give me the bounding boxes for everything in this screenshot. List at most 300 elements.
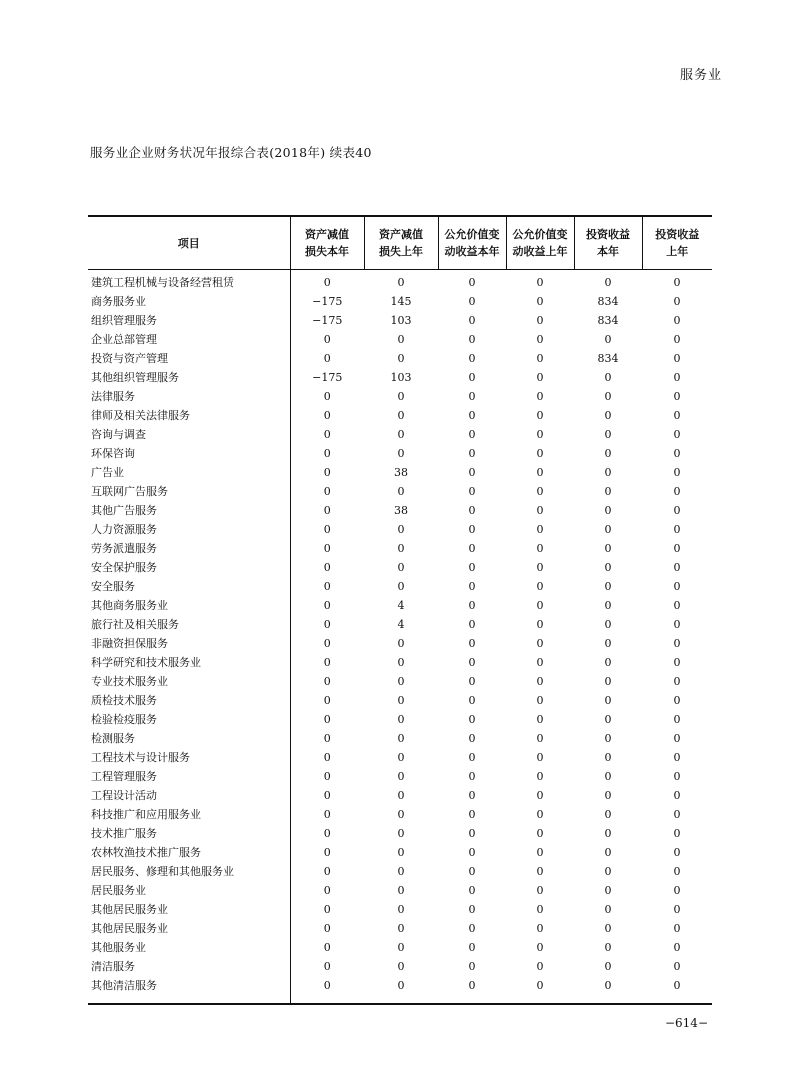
value-cell: 0 xyxy=(536,675,544,688)
table-row xyxy=(88,615,712,634)
column-header-line2: 损失本年 xyxy=(305,245,349,258)
value-cell: 0 xyxy=(536,770,544,783)
value-cell: 0 xyxy=(642,976,712,1004)
row-label-cell: 科学研究和技术服务业 xyxy=(88,653,290,672)
value-cell: 0 xyxy=(468,694,476,707)
value-cell: 0 xyxy=(397,561,405,574)
value-cell: 0 xyxy=(323,447,331,460)
value-cell: 0 xyxy=(468,960,476,973)
row-label-cell: 清洁服务 xyxy=(88,957,290,976)
value-cell: 0 xyxy=(536,409,544,422)
table-row xyxy=(88,653,712,672)
value-cell: 0 xyxy=(468,466,476,479)
value-cell: 0 xyxy=(536,390,544,403)
value-cell: 38 xyxy=(394,466,408,479)
table-row xyxy=(88,900,712,919)
value-cell: 0 xyxy=(323,333,331,346)
value-cell: 0 xyxy=(468,390,476,403)
value-cell: 0 xyxy=(323,960,331,973)
value-cell: 0 xyxy=(536,371,544,384)
value-cell: 0 xyxy=(397,580,405,593)
value-cell: 0 xyxy=(397,675,405,688)
table-row xyxy=(88,748,712,767)
value-cell: 834 xyxy=(597,295,619,308)
row-label-cell: 检验检疫服务 xyxy=(88,710,290,729)
value-cell: 0 xyxy=(536,504,544,517)
value-cell: 0 xyxy=(323,732,331,745)
row-label-cell: 其他清洁服务 xyxy=(88,976,290,1004)
value-cell: 0 xyxy=(536,295,544,308)
value-cell: 0 xyxy=(536,751,544,764)
value-cell: 0 xyxy=(468,884,476,897)
table-row xyxy=(88,824,712,843)
value-cell: 0 xyxy=(673,314,681,327)
table-row xyxy=(88,862,712,881)
value-cell: 0 xyxy=(323,656,331,669)
value-cell: 0 xyxy=(468,599,476,612)
table-header-row xyxy=(88,216,712,270)
value-cell: 0 xyxy=(468,295,476,308)
row-label-cell: 律师及相关法律服务 xyxy=(88,406,290,425)
value-cell: 0 xyxy=(397,409,405,422)
column-header-line2: 动收益上年 xyxy=(512,245,568,258)
table-row xyxy=(88,596,712,615)
value-cell: 0 xyxy=(323,789,331,802)
value-cell: 0 xyxy=(468,751,476,764)
value-cell: 0 xyxy=(604,637,612,650)
column-header-line1: 资产减值 xyxy=(305,228,349,241)
value-cell: 0 xyxy=(604,390,612,403)
value-cell: 0 xyxy=(323,941,331,954)
value-cell: 0 xyxy=(397,713,405,726)
column-header-line1: 公允价值变 xyxy=(444,228,500,241)
value-cell: 0 xyxy=(468,409,476,422)
value-cell: 4 xyxy=(397,618,405,631)
value-cell: 0 xyxy=(574,976,642,1004)
value-cell: 0 xyxy=(397,846,405,859)
value-cell: 0 xyxy=(323,713,331,726)
value-cell: 0 xyxy=(604,561,612,574)
value-cell: 0 xyxy=(536,523,544,536)
value-cell: 0 xyxy=(673,542,681,555)
value-cell: 0 xyxy=(397,922,405,935)
value-cell: 0 xyxy=(673,333,681,346)
value-cell: 0 xyxy=(468,276,476,289)
value-cell: 0 xyxy=(536,960,544,973)
value-cell: 0 xyxy=(468,561,476,574)
value-cell: 0 xyxy=(604,580,612,593)
row-label-cell: 工程设计活动 xyxy=(88,786,290,805)
value-cell: 0 xyxy=(323,922,331,935)
value-cell: 0 xyxy=(468,789,476,802)
value-cell: 4 xyxy=(397,599,405,612)
value-cell: 0 xyxy=(397,903,405,916)
value-cell: 0 xyxy=(604,941,612,954)
value-cell: 0 xyxy=(673,409,681,422)
row-label-cell: 旅行社及相关服务 xyxy=(88,615,290,634)
table-row xyxy=(88,558,712,577)
column-header-line1: 资产减值 xyxy=(379,228,423,241)
value-cell: 0 xyxy=(604,504,612,517)
value-cell: 0 xyxy=(364,976,438,1004)
value-cell: 0 xyxy=(536,694,544,707)
table-row xyxy=(88,270,712,293)
value-cell: 0 xyxy=(468,732,476,745)
value-cell: 0 xyxy=(468,580,476,593)
value-cell: 0 xyxy=(397,808,405,821)
value-cell: 0 xyxy=(673,960,681,973)
value-cell: 0 xyxy=(468,428,476,441)
table-row xyxy=(88,539,712,558)
table-row xyxy=(88,425,712,444)
row-label-cell: 其他广告服务 xyxy=(88,501,290,520)
row-label-cell: 质检技术服务 xyxy=(88,691,290,710)
row-label-cell: 检测服务 xyxy=(88,729,290,748)
value-cell: 0 xyxy=(323,542,331,555)
value-cell: 0 xyxy=(604,827,612,840)
value-cell: 0 xyxy=(397,732,405,745)
value-cell: 0 xyxy=(397,656,405,669)
value-cell: 0 xyxy=(397,770,405,783)
value-cell: 0 xyxy=(673,903,681,916)
value-cell: 0 xyxy=(673,941,681,954)
table-title: 服务业企业财务状况年报综合表(2018年) 续表40 xyxy=(90,145,372,160)
row-label-cell: 环保咨询 xyxy=(88,444,290,463)
row-label-cell: 科技推广和应用服务业 xyxy=(88,805,290,824)
column-header xyxy=(506,216,574,270)
value-cell: 0 xyxy=(397,941,405,954)
value-cell: 0 xyxy=(536,789,544,802)
value-cell: 0 xyxy=(536,846,544,859)
financial-table xyxy=(88,215,712,1005)
value-cell: 0 xyxy=(673,656,681,669)
table-row xyxy=(88,805,712,824)
table-row xyxy=(88,843,712,862)
table-row xyxy=(88,881,712,900)
column-header xyxy=(574,216,642,270)
value-cell: 0 xyxy=(397,865,405,878)
value-cell: 0 xyxy=(673,732,681,745)
table-row xyxy=(88,501,712,520)
value-cell: 0 xyxy=(536,903,544,916)
row-label-cell: 技术推广服务 xyxy=(88,824,290,843)
value-cell: 0 xyxy=(468,352,476,365)
value-cell: 0 xyxy=(323,808,331,821)
row-label-cell: 安全保护服务 xyxy=(88,558,290,577)
value-cell: 0 xyxy=(673,751,681,764)
value-cell: 0 xyxy=(673,922,681,935)
value-cell: 0 xyxy=(536,827,544,840)
value-cell: 0 xyxy=(604,808,612,821)
value-cell: 0 xyxy=(604,846,612,859)
value-cell: 0 xyxy=(397,485,405,498)
value-cell: 0 xyxy=(673,561,681,574)
value-cell: 0 xyxy=(604,333,612,346)
column-header xyxy=(290,216,364,270)
column-header-line1: 项目 xyxy=(177,236,200,250)
column-header xyxy=(364,216,438,270)
table-row xyxy=(88,976,712,1004)
value-cell: −175 xyxy=(312,295,343,308)
value-cell: 0 xyxy=(323,276,331,289)
column-header-line2: 本年 xyxy=(597,245,619,258)
value-cell: 0 xyxy=(536,561,544,574)
value-cell: 0 xyxy=(536,314,544,327)
value-cell: 0 xyxy=(468,447,476,460)
value-cell: 0 xyxy=(323,352,331,365)
value-cell: 0 xyxy=(290,976,364,1004)
row-label-cell: 商务服务业 xyxy=(88,292,290,311)
table-row xyxy=(88,292,712,311)
column-header-line1: 投资收益 xyxy=(586,228,630,241)
value-cell: 0 xyxy=(468,485,476,498)
value-cell: 0 xyxy=(604,656,612,669)
row-label-cell: 专业技术服务业 xyxy=(88,672,290,691)
value-cell: 834 xyxy=(597,314,619,327)
value-cell: 0 xyxy=(604,466,612,479)
value-cell: 38 xyxy=(394,504,408,517)
value-cell: 0 xyxy=(536,808,544,821)
column-header-line1: 公允价值变 xyxy=(512,228,568,241)
value-cell: 0 xyxy=(673,599,681,612)
value-cell: 0 xyxy=(323,485,331,498)
table-row xyxy=(88,672,712,691)
table-row xyxy=(88,577,712,596)
table-row xyxy=(88,710,712,729)
row-label-cell: 工程管理服务 xyxy=(88,767,290,786)
value-cell: 0 xyxy=(323,618,331,631)
value-cell: 0 xyxy=(673,504,681,517)
page-number: −614− xyxy=(664,1016,708,1030)
value-cell: 0 xyxy=(604,751,612,764)
value-cell: 0 xyxy=(604,371,612,384)
value-cell: 0 xyxy=(536,580,544,593)
row-label-cell: 非融资担保服务 xyxy=(88,634,290,653)
value-cell: 0 xyxy=(323,390,331,403)
row-label-cell: 工程技术与设计服务 xyxy=(88,748,290,767)
value-cell: 0 xyxy=(468,922,476,935)
value-cell: 0 xyxy=(323,694,331,707)
value-cell: 0 xyxy=(323,770,331,783)
value-cell: 0 xyxy=(397,276,405,289)
value-cell: 0 xyxy=(604,770,612,783)
value-cell: 0 xyxy=(673,827,681,840)
value-cell: 0 xyxy=(397,789,405,802)
row-label-cell: 企业总部管理 xyxy=(88,330,290,349)
value-cell: 0 xyxy=(536,884,544,897)
value-cell: 0 xyxy=(323,599,331,612)
value-cell: 0 xyxy=(397,884,405,897)
table-row xyxy=(88,444,712,463)
value-cell: 0 xyxy=(397,333,405,346)
table-row xyxy=(88,767,712,786)
value-cell: 0 xyxy=(323,884,331,897)
value-cell: 0 xyxy=(673,371,681,384)
value-cell: 0 xyxy=(397,637,405,650)
value-cell: 0 xyxy=(673,884,681,897)
value-cell: 0 xyxy=(468,713,476,726)
table-row xyxy=(88,520,712,539)
column-header xyxy=(642,216,712,270)
table-row xyxy=(88,463,712,482)
table-row xyxy=(88,349,712,368)
value-cell: 0 xyxy=(604,675,612,688)
value-cell: 0 xyxy=(468,542,476,555)
value-cell: 0 xyxy=(673,694,681,707)
value-cell: 0 xyxy=(673,789,681,802)
row-label-cell: 其他组织管理服务 xyxy=(88,368,290,387)
value-cell: 0 xyxy=(536,656,544,669)
value-cell: 0 xyxy=(468,523,476,536)
value-cell: 0 xyxy=(397,960,405,973)
value-cell: 0 xyxy=(468,770,476,783)
value-cell: −175 xyxy=(312,314,343,327)
value-cell: 0 xyxy=(604,618,612,631)
value-cell: 0 xyxy=(397,428,405,441)
value-cell: 0 xyxy=(468,903,476,916)
value-cell: 0 xyxy=(397,523,405,536)
value-cell: 0 xyxy=(323,409,331,422)
table-row xyxy=(88,957,712,976)
row-label-cell: 广告业 xyxy=(88,463,290,482)
table-row xyxy=(88,311,712,330)
table-row xyxy=(88,387,712,406)
value-cell: 0 xyxy=(673,447,681,460)
table-row xyxy=(88,634,712,653)
value-cell: 0 xyxy=(397,390,405,403)
value-cell: 0 xyxy=(468,656,476,669)
value-cell: 0 xyxy=(323,846,331,859)
value-cell: 0 xyxy=(604,485,612,498)
value-cell: 0 xyxy=(673,485,681,498)
table-row xyxy=(88,482,712,501)
value-cell: 0 xyxy=(604,884,612,897)
value-cell: 0 xyxy=(468,371,476,384)
column-header xyxy=(438,216,506,270)
value-cell: 0 xyxy=(604,960,612,973)
value-cell: 0 xyxy=(323,523,331,536)
value-cell: 0 xyxy=(604,409,612,422)
table-row xyxy=(88,938,712,957)
value-cell: 0 xyxy=(604,276,612,289)
table-row xyxy=(88,406,712,425)
value-cell: 0 xyxy=(673,675,681,688)
row-label-cell: 居民服务业 xyxy=(88,881,290,900)
value-cell: 0 xyxy=(536,732,544,745)
value-cell: 0 xyxy=(673,808,681,821)
value-cell: 0 xyxy=(673,770,681,783)
value-cell: 834 xyxy=(597,352,619,365)
table-row xyxy=(88,919,712,938)
value-cell: 0 xyxy=(468,865,476,878)
value-cell: 0 xyxy=(536,542,544,555)
row-label-cell: 其他服务业 xyxy=(88,938,290,957)
row-label-cell: 安全服务 xyxy=(88,577,290,596)
value-cell: 0 xyxy=(397,694,405,707)
row-label-cell: 咨询与调查 xyxy=(88,425,290,444)
value-cell: 0 xyxy=(323,504,331,517)
column-header xyxy=(88,216,290,270)
table-row xyxy=(88,786,712,805)
value-cell: 0 xyxy=(673,295,681,308)
row-label-cell: 其他商务服务业 xyxy=(88,596,290,615)
value-cell: 0 xyxy=(604,713,612,726)
row-label-cell: 劳务派遣服务 xyxy=(88,539,290,558)
row-label-cell: 其他居民服务业 xyxy=(88,919,290,938)
column-header-line2: 上年 xyxy=(666,245,689,258)
row-label-cell: 农林牧渔技术推广服务 xyxy=(88,843,290,862)
value-cell: 0 xyxy=(536,447,544,460)
value-cell: 145 xyxy=(390,295,412,308)
value-cell: 0 xyxy=(604,428,612,441)
value-cell: 0 xyxy=(536,637,544,650)
column-header-line2: 损失上年 xyxy=(379,245,423,258)
value-cell: 0 xyxy=(536,941,544,954)
value-cell: 0 xyxy=(323,580,331,593)
value-cell: 0 xyxy=(468,333,476,346)
table-row xyxy=(88,330,712,349)
value-cell: 0 xyxy=(604,865,612,878)
value-cell: 0 xyxy=(673,865,681,878)
value-cell: 0 xyxy=(673,276,681,289)
value-cell: 0 xyxy=(604,542,612,555)
value-cell: −175 xyxy=(312,371,343,384)
value-cell: 0 xyxy=(397,542,405,555)
value-cell: 0 xyxy=(536,599,544,612)
table-row xyxy=(88,691,712,710)
value-cell: 0 xyxy=(468,846,476,859)
value-cell: 0 xyxy=(673,352,681,365)
column-header-line2: 动收益本年 xyxy=(444,245,500,258)
value-cell: 0 xyxy=(397,751,405,764)
table-body xyxy=(88,270,712,1005)
value-cell: 0 xyxy=(673,466,681,479)
value-cell: 0 xyxy=(536,618,544,631)
value-cell: 0 xyxy=(673,580,681,593)
value-cell: 0 xyxy=(536,865,544,878)
value-cell: 0 xyxy=(604,694,612,707)
row-label-cell: 居民服务、修理和其他服务业 xyxy=(88,862,290,881)
value-cell: 0 xyxy=(468,618,476,631)
value-cell: 0 xyxy=(323,428,331,441)
value-cell: 0 xyxy=(673,390,681,403)
table-row xyxy=(88,729,712,748)
value-cell: 0 xyxy=(604,789,612,802)
value-cell: 0 xyxy=(323,827,331,840)
value-cell: 0 xyxy=(468,941,476,954)
value-cell: 0 xyxy=(536,276,544,289)
value-cell: 0 xyxy=(604,732,612,745)
value-cell: 0 xyxy=(536,333,544,346)
value-cell: 0 xyxy=(323,903,331,916)
value-cell: 0 xyxy=(536,428,544,441)
value-cell: 0 xyxy=(468,504,476,517)
value-cell: 0 xyxy=(397,827,405,840)
value-cell: 0 xyxy=(536,922,544,935)
value-cell: 0 xyxy=(673,428,681,441)
value-cell: 0 xyxy=(397,447,405,460)
value-cell: 0 xyxy=(397,352,405,365)
value-cell: 0 xyxy=(468,637,476,650)
value-cell: 0 xyxy=(673,523,681,536)
value-cell: 0 xyxy=(323,561,331,574)
value-cell: 0 xyxy=(323,466,331,479)
value-cell: 0 xyxy=(506,976,574,1004)
value-cell: 103 xyxy=(390,314,412,327)
value-cell: 0 xyxy=(604,903,612,916)
value-cell: 0 xyxy=(536,466,544,479)
row-label-cell: 投资与资产管理 xyxy=(88,349,290,368)
